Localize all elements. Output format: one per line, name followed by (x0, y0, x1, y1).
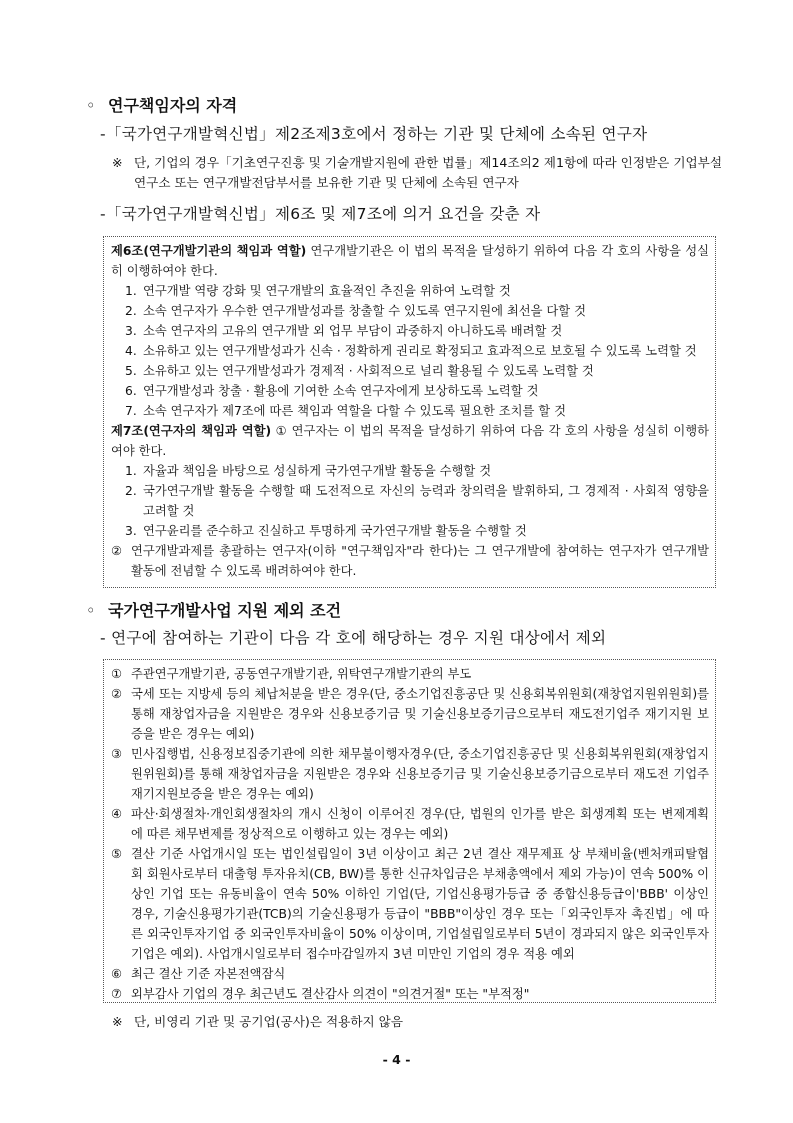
page-number: - 4 - (382, 1052, 411, 1067)
list-text: 민사집행법, 신용정보집중기관에 의한 채무불이행자경우(단, 중소기업진흥공단 및 신용회복위원회(재창업지원위원회)를 통해 재창업자금을 지원받은 경우와 신용보증기금 및 기술신용보증기금으로부터 재도전 기업주 재기지원보증을 받은 경우는 예외) (131, 747, 709, 801)
list-item (111, 361, 709, 381)
list-number: 6. (125, 384, 137, 398)
qualification-note (112, 153, 722, 193)
list-item (111, 481, 709, 521)
list-item (111, 281, 709, 301)
article-7-paragraph (111, 421, 709, 461)
list-number: ⑥ (111, 967, 123, 981)
list-number: ④ (111, 807, 123, 821)
list-text: 연구개발과제를 총괄하는 연구자(이하 "연구책임자"라 한다)는 그 연구개발에 참여하는 연구자가 연구개발 활동에 전념할 수 있도록 배려하여야 한다. (131, 544, 709, 578)
article-6-title: 제6조(연구개발기관의 책임과 역할) (111, 244, 307, 258)
list-text: 외부감사 기업의 경우 최근년도 결산감사 의견이 "의견거절" 또는 "부적정" (131, 987, 530, 1001)
list-number: 3. (125, 324, 137, 338)
qualification-line-2: -「국가연구개발혁신법」제6조 및 제7조에 의거 요건을 갖춘 자 (100, 205, 541, 223)
list-item (111, 401, 709, 421)
section-title: 국가연구개발사업 지원 제외 조건 (108, 601, 342, 620)
list-text: 소유하고 있는 연구개발성과가 경제적 · 사회적으로 널리 활용될 수 있도록 노력할 것 (143, 364, 594, 378)
article-7-paragraph-2 (111, 541, 709, 581)
note-symbol: ※ (112, 155, 123, 170)
list-number: 1. (125, 464, 137, 478)
list-text: 결산 기준 사업개시일 또는 법인설립일이 3년 이상이고 최근 2년 결산 재무제표 상 부채비율(벤처캐피탈협회 회원사로부터 대출형 투자유치(CB, BW)를 통한 신규차입금은 부채총액에서 제외 가능)이 연속 500% 이상인 기업 또는 유동비율이 연속 50% 이하인 기업(단, 기업신용평가등급 중 종합신용등급이'BBB' 이상인 경우, 기술신용평가기관(TCB)의 기술신용평가 등급이 "BBB"이상인 경우 또는「외국인투자 촉진법」에 따른 외국인투자기업 중 외국인투자비율이 50% 이상이며, 기업설립일로부터 5년이 경과되지 않은 외국인투자기업은 예외). 사업개시일로부터 접수마감일까지 3년 미만인 기업의 경우 적용 예외 (131, 847, 709, 961)
list-item (111, 461, 709, 481)
list-item (111, 381, 709, 401)
section-marker: ◦ (86, 601, 96, 620)
list-number: ② (111, 544, 123, 558)
list-number: ② (111, 687, 123, 701)
list-text: 국가연구개발 활동을 수행할 때 도전적으로 자신의 능력과 창의력을 발휘하되, 그 경제적 · 사회적 영향을 고려할 것 (143, 484, 709, 518)
list-text: 소유하고 있는 연구개발성과가 신속 · 정확하게 권리로 확정되고 효과적으로 보호될 수 있도록 노력할 것 (143, 344, 697, 358)
list-number: 5. (125, 364, 137, 378)
list-item (111, 964, 709, 984)
list-item (111, 521, 709, 541)
list-text: 소속 연구자가 우수한 연구개발성과를 창출할 수 있도록 연구지원에 최선을 다할 것 (143, 304, 586, 318)
list-item (111, 844, 709, 964)
list-text: 자율과 책임을 바탕으로 성실하게 국가연구개발 활동을 수행할 것 (143, 464, 492, 478)
article-6-items (111, 281, 709, 421)
list-text: 주관연구개발기관, 공동연구개발기관, 위탁연구개발기관의 부도 (131, 667, 472, 681)
list-number: 2. (125, 304, 137, 318)
list-item (111, 804, 709, 844)
exclusion-items (111, 664, 709, 1004)
list-text: 소속 연구자가 제7조에 따른 책임과 역할을 다할 수 있도록 필요한 조치를 할 것 (143, 404, 566, 418)
list-item (111, 684, 709, 744)
article-6-paragraph (111, 241, 709, 281)
section-heading-researcher-qualification (86, 95, 237, 117)
list-item (111, 744, 709, 804)
list-number: 2. (125, 484, 137, 498)
section-heading-exclusion-conditions (86, 600, 341, 622)
article-7-intro: ① 연구자는 이 법의 목적을 달성하기 위하여 다음 각 호의 사항을 성실히 이행하여야 한다. (111, 424, 709, 458)
list-number: ① (111, 667, 123, 681)
list-number: 3. (125, 524, 137, 538)
article-7-items (111, 461, 709, 541)
note-text: 단, 기업의 경우「기초연구진흥 및 기술개발지원에 관한 법률」제14조의2 제1항에 따라 인정받은 기업부설 연구소 또는 연구개발전담부서를 보유한 기관 및 단체에 소속된 연구자 (134, 155, 722, 190)
article-6-intro: 연구개발기관은 이 법의 목적을 달성하기 위하여 다음 각 호의 사항을 성실히 이행하여야 한다. (111, 244, 709, 278)
list-text: 연구개발성과 창출 · 활용에 기여한 소속 연구자에게 보상하도록 노력할 것 (143, 384, 539, 398)
list-text: 연구개발 역량 강화 및 연구개발의 효율적인 추진을 위하여 노력할 것 (143, 284, 511, 298)
list-text: 국세 또는 지방세 등의 체납처분을 받은 경우(단, 중소기업진흥공단 및 신용회복위원회(재창업지원위원회)를 통해 재창업자금을 지원받은 경우와 신용보증기금 및 기술신용보증기금으로부터 재도전기업주 재기지원 보증을 받은 경우는 예외) (131, 687, 709, 741)
list-text: 최근 결산 기준 자본전액잠식 (131, 967, 286, 981)
list-number: ③ (111, 747, 123, 761)
note-text: 단, 비영리 기관 및 공기업(공사)은 적용하지 않음 (134, 1014, 403, 1029)
exclusion-note (112, 1012, 722, 1032)
list-number: 4. (125, 344, 137, 358)
qualification-line-1: -「국가연구개발혁신법」제2조제3호에서 정하는 기관 및 단체에 소속된 연구자 (100, 125, 648, 143)
list-item (111, 984, 709, 1004)
list-item (111, 664, 709, 684)
list-number: ⑤ (111, 847, 123, 861)
article-7-title: 제7조(연구자의 책임과 역할) (111, 424, 272, 438)
list-item (111, 321, 709, 341)
exclusion-line-1: - 연구에 참여하는 기관이 다음 각 호에 해당하는 경우 지원 대상에서 제외 (100, 629, 607, 647)
list-text: 연구윤리를 준수하고 진실하고 투명하게 국가연구개발 활동을 수행할 것 (143, 524, 527, 538)
list-text: 파산·회생절차·개인회생절차의 개시 신청이 이루어진 경우(단, 법원의 인가를 받은 회생계획 또는 변제계획에 따른 채무변제를 정상적으로 이행하고 있는 경우는 예외) (131, 807, 709, 841)
law-excerpt-box (103, 236, 716, 588)
list-number: 1. (125, 284, 137, 298)
list-item (111, 341, 709, 361)
section-title: 연구책임자의 자격 (108, 96, 238, 115)
list-number: 7. (125, 404, 137, 418)
list-text: 소속 연구자의 고유의 연구개발 외 업무 부담이 과중하지 아니하도록 배려할 것 (143, 324, 563, 338)
exclusion-conditions-box (103, 659, 716, 1003)
section-marker: ◦ (86, 96, 96, 115)
list-item (111, 301, 709, 321)
note-symbol: ※ (112, 1014, 123, 1029)
list-number: ⑦ (111, 987, 123, 1001)
